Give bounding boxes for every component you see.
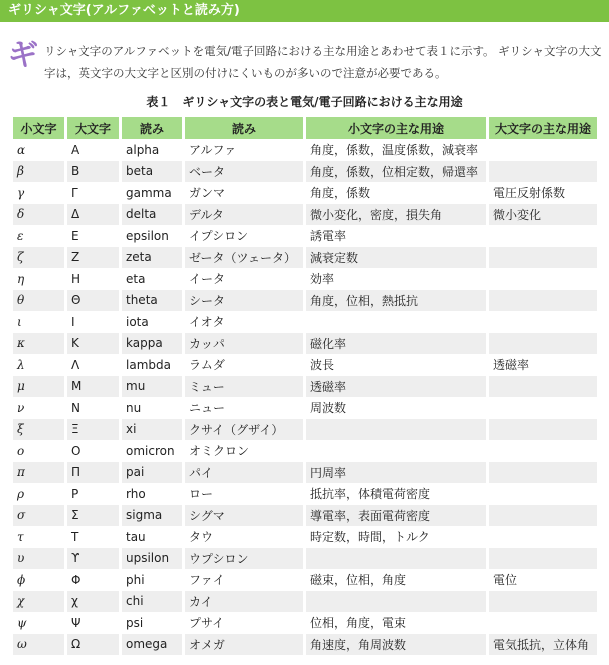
cell-uppercase: Ξ [67,419,119,441]
cell-uppercase: Ε [71,228,79,243]
header-lowercase-use: 小文字の主な用途 [306,117,486,139]
cell-lowercase: ω [13,634,64,656]
table-title: 表１ ギリシャ文字の表と電気/電子回路における主な用途 [146,95,463,109]
cell-lowercase-use: 位相，角度，電束 [310,616,407,631]
cell-reading-roman: gamma [126,185,172,200]
table-header-row [13,117,597,139]
cell-reading-kana: シグマ [185,505,303,527]
cell-uppercase-use [489,526,597,548]
cell-reading-kana: ベータ [185,161,303,183]
cell-lowercase: μ [13,376,64,398]
cell-uppercase-use [489,139,597,161]
header-lowercase: 小文字 [13,117,64,139]
cell-uppercase-use: 電位 [493,573,518,588]
table-row [13,548,597,570]
cell-reading-roman: theta [122,290,182,312]
cell-lowercase: ν [17,400,25,415]
table-row [13,397,597,419]
cell-reading-roman: lambda [126,357,171,372]
cell-uppercase: Ν [71,400,80,415]
cell-reading-kana: ラムダ [189,358,225,373]
cell-reading-kana: タウ [189,530,214,545]
cell-uppercase: Μ [67,376,119,398]
cell-lowercase-use: 効率 [310,272,335,287]
cell-lowercase-use: 磁化率 [306,333,486,355]
cell-lowercase-use: 角度，係数 [310,186,371,201]
intro-text: リシャ文字のアルファベットを電気/電子回路における主な用途とあわせて表１に示す。 ギリシャ文字の大文字は，英文字の大文字と区別の付けにくいものが多いので注意が必要である。 [44,44,602,80]
table-row [13,483,597,505]
cell-uppercase: Γ [71,185,78,200]
cell-reading-roman: rho [126,486,146,501]
table-row [13,612,597,634]
cell-lowercase-use [306,440,486,462]
cell-uppercase: Τ [71,529,79,544]
cell-lowercase: ο [17,443,25,458]
cell-lowercase-use: 波長 [310,358,335,373]
cell-lowercase-use: 導電率，表面電荷密度 [306,505,486,527]
cell-lowercase-use: 減衰定数 [306,247,486,269]
table-row [13,182,597,204]
cell-uppercase: Ψ [71,615,81,630]
table-row [13,247,597,269]
cell-lowercase: ζ [13,247,64,269]
cell-lowercase: κ [13,333,64,355]
cell-reading-roman: beta [122,161,182,183]
cell-uppercase-use [489,440,597,462]
table-row [13,526,597,548]
cell-uppercase-use [489,161,597,183]
cell-uppercase-use [489,268,597,290]
cell-uppercase-use [489,247,597,269]
cell-lowercase: υ [13,548,64,570]
cell-reading-kana: オメガ [185,634,303,656]
cell-reading-roman: alpha [126,142,160,157]
cell-reading-roman: epsilon [126,228,169,243]
table-row [13,569,597,591]
cell-uppercase: Λ [71,357,80,372]
cell-lowercase-use: 微小変化，密度，損失角 [306,204,486,226]
cell-reading-kana: クサイ（グザイ） [185,419,303,441]
cell-lowercase-use: 透磁率 [306,376,486,398]
cell-lowercase-use: 角度，係数，温度係数，減衰率 [310,143,479,158]
cell-lowercase-use: 時定数，時間，トルク [310,530,430,545]
cell-uppercase-use [489,333,597,355]
table-row [13,634,597,656]
cell-reading-kana: プサイ [189,616,225,631]
cell-reading-roman: chi [122,591,182,613]
cell-reading-kana: ウプシロン [185,548,303,570]
cell-uppercase-use: 電圧反射係数 [493,186,566,201]
table-row [13,376,597,398]
cell-lowercase-use: 角度，位相，熱抵抗 [306,290,486,312]
table-row [13,268,597,290]
table-row [13,290,597,312]
cell-reading-kana: デルタ [185,204,303,226]
cell-uppercase: Φ [71,572,81,587]
cell-lowercase: τ [17,529,24,544]
cell-uppercase: Ο [71,443,81,458]
cell-reading-roman: sigma [122,505,182,527]
table-row [13,462,597,484]
cell-uppercase-use [489,462,597,484]
cell-lowercase: β [13,161,64,183]
cell-uppercase-use [489,311,597,333]
table-row [13,225,597,247]
cell-uppercase: Ρ [71,486,79,501]
cell-reading-kana: イオタ [189,315,225,330]
cell-lowercase-use: 誘電率 [310,229,347,244]
cell-lowercase-use: 周波数 [310,401,347,416]
cell-reading-kana: ロー [189,487,214,502]
cell-uppercase: ϒ [67,548,119,570]
cell-reading-roman: tau [126,529,146,544]
cell-uppercase: Ι [71,314,75,329]
cell-uppercase-use [489,397,597,419]
cell-uppercase-use [489,505,597,527]
cell-lowercase-use: 角速度，角周波数 [306,634,486,656]
cell-reading-roman: nu [126,400,142,415]
cell-reading-kana: ファイ [189,573,225,588]
cell-lowercase: θ [13,290,64,312]
header-uppercase: 大文字 [67,117,119,139]
cell-uppercase: Π [67,462,119,484]
cell-lowercase: γ [17,185,25,200]
section-header [0,0,609,22]
cell-reading-roman: eta [126,271,146,286]
header-reading-kana: 読み [185,117,303,139]
cell-reading-kana: アルファ [189,143,237,158]
table-row [13,505,597,527]
cell-reading-roman: xi [122,419,182,441]
cell-lowercase: λ [17,357,25,372]
cell-lowercase: α [17,142,26,157]
cell-uppercase-use [489,376,597,398]
cell-reading-roman: upsilon [122,548,182,570]
table-row [13,419,597,441]
cell-reading-kana: イータ [189,272,226,287]
cell-uppercase-use [489,290,597,312]
cell-uppercase-use: 電気抵抗，立体角 [489,634,597,656]
cell-uppercase-use [489,225,597,247]
cell-reading-roman: delta [122,204,182,226]
cell-uppercase: Κ [67,333,119,355]
cell-lowercase: ε [17,228,24,243]
table-row [13,311,597,333]
cell-uppercase: Σ [67,505,119,527]
cell-uppercase: χ [67,591,119,613]
cell-uppercase-use [489,419,597,441]
cell-reading-roman: mu [122,376,182,398]
cell-lowercase-use: 円周率 [306,462,486,484]
cell-lowercase: δ [13,204,64,226]
table-row [13,161,597,183]
drop-cap: ギ [8,38,38,73]
table-row [13,204,597,226]
cell-reading-kana: カッパ [185,333,303,355]
table-row [13,354,597,376]
cell-uppercase-use [489,591,597,613]
cell-reading-kana: イプシロン [189,229,249,244]
cell-lowercase: χ [13,591,64,613]
cell-uppercase-use: 微小変化 [489,204,597,226]
cell-reading-kana: ミュー [185,376,303,398]
cell-lowercase-use: 磁束，位相，角度 [310,573,407,588]
intro-paragraph [0,38,609,82]
section-title: ギリシャ文字(アルファベットと読み方) [8,3,240,18]
cell-uppercase: Ω [67,634,119,656]
table-row [13,591,597,613]
cell-reading-roman: pai [122,462,182,484]
cell-uppercase: Ζ [67,247,119,269]
cell-lowercase: η [17,271,25,286]
cell-lowercase: ι [17,314,22,329]
greek-letter-table [10,117,600,655]
cell-lowercase: ξ [13,419,64,441]
cell-uppercase: Δ [67,204,119,226]
cell-reading-roman: omicron [126,443,175,458]
table-row [13,139,597,161]
cell-lowercase: ϕ [17,572,26,587]
cell-reading-kana: カイ [185,591,303,613]
cell-uppercase: Η [71,271,81,286]
cell-uppercase: Β [67,161,119,183]
cell-reading-kana: オミクロン [189,444,250,459]
cell-uppercase-use: 透磁率 [493,358,530,373]
cell-reading-kana: ゼータ（ツェータ） [185,247,303,269]
cell-uppercase-use [489,612,597,634]
cell-uppercase-use [489,548,597,570]
cell-reading-roman: omega [122,634,182,656]
cell-lowercase-use: 角度，係数，位相定数，帰還率 [306,161,486,183]
cell-lowercase-use [306,591,486,613]
cell-lowercase-use [306,419,486,441]
cell-reading-roman: iota [126,314,149,329]
cell-lowercase: ρ [17,486,25,501]
cell-reading-kana: パイ [185,462,303,484]
cell-uppercase: Α [71,142,80,157]
cell-lowercase: ψ [17,615,27,630]
cell-lowercase-use [306,311,486,333]
cell-lowercase-use [306,548,486,570]
cell-reading-roman: kappa [122,333,182,355]
cell-lowercase: π [13,462,64,484]
cell-reading-kana: シータ [185,290,303,312]
cell-lowercase-use: 抵抗率，体積電荷密度 [310,487,431,502]
cell-reading-kana: ニュー [189,401,226,416]
cell-reading-roman: zeta [122,247,182,269]
cell-lowercase: σ [13,505,64,527]
header-reading-roman: 読み [122,117,182,139]
cell-reading-roman: psi [126,615,144,630]
cell-reading-kana: ガンマ [189,186,226,201]
cell-uppercase: Θ [67,290,119,312]
table-row [13,440,597,462]
cell-reading-roman: phi [126,572,145,587]
header-uppercase-use: 大文字の主な用途 [489,117,597,139]
table-row [13,333,597,355]
cell-uppercase-use [489,483,597,505]
